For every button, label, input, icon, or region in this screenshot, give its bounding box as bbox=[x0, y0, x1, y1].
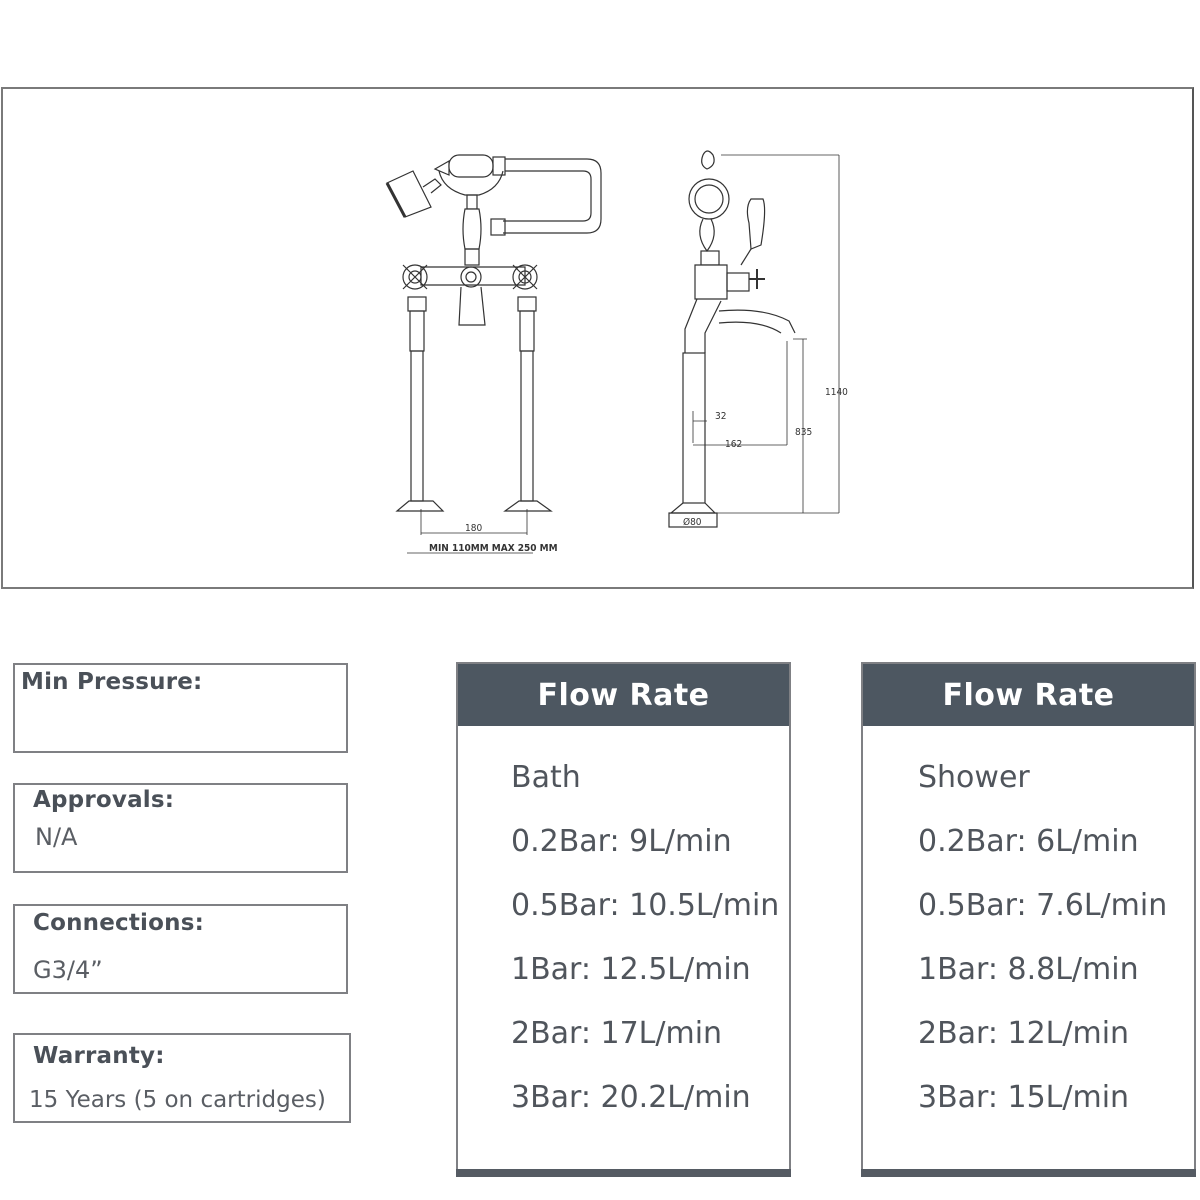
flow-rate-row: 1Bar: 12.5L/min bbox=[511, 952, 751, 987]
side-view-drawing bbox=[669, 151, 839, 527]
spec-connections bbox=[13, 904, 348, 994]
flow-rate-row: 0.2Bar: 9L/min bbox=[511, 824, 732, 859]
flow-rate-row: 1Bar: 8.8L/min bbox=[918, 952, 1139, 987]
dim-162: 162 bbox=[725, 439, 743, 450]
dim-180: 180 bbox=[465, 523, 483, 534]
front-view-drawing bbox=[387, 155, 601, 553]
card-footer-bar bbox=[456, 1169, 791, 1177]
dim-diameter-80: Ø80 bbox=[683, 517, 702, 528]
spec-label: Warranty: bbox=[33, 1043, 165, 1069]
flow-rate-header: Flow Rate bbox=[863, 664, 1194, 726]
flow-rate-row: 0.2Bar: 6L/min bbox=[918, 824, 1139, 859]
flow-rate-card-bath bbox=[456, 662, 791, 1177]
spec-label: Connections: bbox=[33, 910, 205, 936]
dim-1140: 1140 bbox=[825, 387, 848, 398]
flow-rate-card-shower bbox=[861, 662, 1196, 1177]
spec-label: Approvals: bbox=[33, 787, 175, 813]
dim-835: 835 bbox=[795, 427, 813, 438]
flow-rate-row: 3Bar: 15L/min bbox=[918, 1080, 1130, 1115]
flow-rate-row: 0.5Bar: 10.5L/min bbox=[511, 888, 780, 923]
flow-rate-row: 2Bar: 17L/min bbox=[511, 1016, 723, 1051]
spec-warranty bbox=[13, 1033, 351, 1123]
spec-label: Min Pressure: bbox=[21, 669, 203, 695]
spec-approvals bbox=[13, 783, 348, 873]
card-footer-bar bbox=[861, 1169, 1196, 1177]
flow-rate-row: 2Bar: 12L/min bbox=[918, 1016, 1130, 1051]
flow-rate-header: Flow Rate bbox=[458, 664, 789, 726]
spec-min-pressure bbox=[13, 663, 348, 753]
spec-value: 15 Years (5 on cartridges) bbox=[29, 1087, 326, 1113]
technical-drawing-frame bbox=[1, 87, 1194, 589]
flow-rate-title: Bath bbox=[511, 760, 581, 795]
flow-rate-row: 3Bar: 20.2L/min bbox=[511, 1080, 751, 1115]
flow-rate-row: 0.5Bar: 7.6L/min bbox=[918, 888, 1168, 923]
spec-value: G3/4” bbox=[33, 956, 103, 984]
dim-32: 32 bbox=[715, 411, 727, 422]
spec-value: N/A bbox=[35, 823, 78, 851]
dim-range-note: MIN 110MM MAX 250 MM bbox=[429, 543, 558, 554]
flow-rate-title: Shower bbox=[918, 760, 1030, 795]
technical-drawing bbox=[3, 89, 1196, 591]
